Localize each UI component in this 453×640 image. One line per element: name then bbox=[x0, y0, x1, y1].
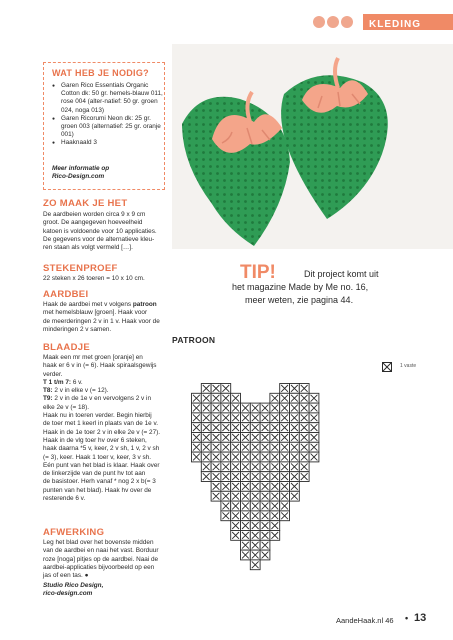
materials-more-info bbox=[52, 165, 162, 181]
aardbei-text bbox=[43, 301, 163, 334]
pattern-cell bbox=[270, 423, 280, 433]
pattern-cell bbox=[280, 462, 290, 472]
materials-item: ● Garen Ricorumi Neon dk: 25 gr. groen 003 (alternatief: 25 gr. oranje 001) bbox=[52, 115, 167, 140]
pattern-cell bbox=[260, 452, 270, 462]
text-line: Maak een mr met groen [oranje] en bbox=[43, 354, 143, 361]
pattern-cell bbox=[231, 433, 241, 443]
pattern-cell bbox=[270, 482, 280, 492]
header-dot bbox=[313, 16, 325, 28]
pattern-cell bbox=[260, 491, 270, 501]
text-line: verder. bbox=[43, 370, 63, 378]
pattern-cell bbox=[270, 491, 280, 501]
pattern-cell bbox=[221, 433, 231, 443]
text-line: resterende 6 v. bbox=[43, 495, 86, 503]
pattern-cell bbox=[260, 540, 270, 550]
pattern-cell bbox=[192, 433, 202, 443]
pattern-cell bbox=[221, 482, 231, 492]
pattern-cell bbox=[241, 452, 251, 462]
pattern-cell bbox=[192, 413, 202, 423]
pattern-cell bbox=[250, 501, 260, 511]
tip-line: meer weten, zie pagina 44. bbox=[245, 295, 354, 305]
pattern-cell bbox=[260, 462, 270, 472]
pattern-cell bbox=[260, 423, 270, 433]
afwerking-text bbox=[43, 539, 163, 580]
text-line: punten van het blad). Haak hv over de bbox=[43, 486, 152, 494]
pattern-cell bbox=[192, 423, 202, 433]
pattern-cell bbox=[250, 433, 260, 443]
tip-label: TIP! bbox=[240, 262, 276, 283]
pattern-cell bbox=[211, 413, 221, 423]
text-line: met hemelsblauw [groen]. Haak voor bbox=[43, 309, 148, 317]
pattern-cell bbox=[270, 393, 280, 403]
text-line: (= 3), keer. Haak 1 toer v, keer, 3 v sh. bbox=[43, 453, 152, 461]
pattern-cell bbox=[270, 521, 280, 531]
pattern-cell bbox=[241, 531, 251, 541]
pattern-cell bbox=[290, 452, 300, 462]
pattern-cell bbox=[280, 393, 290, 403]
pattern-cell bbox=[241, 491, 251, 501]
text-line: roze [noga] pitjes op de aardbei. Naai de bbox=[43, 555, 159, 563]
pattern-cell bbox=[290, 462, 300, 472]
pattern-cell bbox=[270, 472, 280, 482]
pattern-cell bbox=[211, 491, 221, 501]
pattern-cell bbox=[201, 433, 211, 443]
pattern-cell bbox=[299, 442, 309, 452]
pattern-cell bbox=[241, 521, 251, 531]
pattern-cell bbox=[290, 403, 300, 413]
pattern-cell bbox=[280, 501, 290, 511]
text-line: aardbei-applicaties bijvoorbeeld op een bbox=[43, 563, 155, 571]
pattern-cell bbox=[241, 413, 251, 423]
pattern-cell bbox=[250, 423, 260, 433]
signature bbox=[43, 582, 163, 599]
text-line: ren staan als volgt vermeld […]. bbox=[43, 244, 133, 252]
pattern-cell bbox=[250, 560, 260, 570]
pattern-cell bbox=[260, 550, 270, 560]
pattern-cell bbox=[221, 501, 231, 511]
pattern-cell bbox=[299, 462, 309, 472]
pattern-cell bbox=[290, 393, 300, 403]
pattern-cell bbox=[270, 403, 280, 413]
text-line: jas of een tas. ● bbox=[43, 572, 89, 580]
text-line: de basistoer. Herh vanaf * nog 2 x b(= 3 bbox=[43, 478, 156, 486]
pattern-cell bbox=[201, 384, 211, 394]
text-line: Eén punt van het blad is klaar. Haak over bbox=[43, 461, 160, 469]
pattern-cell bbox=[280, 491, 290, 501]
pattern-cell bbox=[221, 384, 231, 394]
pattern-cell bbox=[241, 511, 251, 521]
pattern-cell bbox=[280, 511, 290, 521]
pattern-cell bbox=[260, 403, 270, 413]
pattern-cell bbox=[221, 511, 231, 521]
pattern-cell bbox=[221, 442, 231, 452]
pattern-cell bbox=[309, 452, 319, 462]
pattern-cell bbox=[201, 472, 211, 482]
pattern-cell bbox=[260, 442, 270, 452]
tip-line: het magazine Made by Me no. 16, bbox=[232, 282, 369, 292]
pattern-cell bbox=[231, 442, 241, 452]
pattern-cell bbox=[221, 393, 231, 403]
pattern-cell bbox=[280, 433, 290, 443]
pattern-cell bbox=[270, 501, 280, 511]
pattern-cell bbox=[231, 482, 241, 492]
text-line: groot. De aangegeven hoeveelheid bbox=[43, 219, 143, 227]
text-line: haak er 6 v in (= 6). Haak spiraalsgewijs bbox=[43, 362, 157, 370]
pattern-cell bbox=[299, 393, 309, 403]
text-line: Leg het blad over het bovenste midden bbox=[43, 539, 154, 546]
pattern-cell bbox=[299, 384, 309, 394]
pattern-cell bbox=[299, 433, 309, 443]
pattern-cell bbox=[250, 531, 260, 541]
pattern-cell bbox=[290, 384, 300, 394]
text-line: minderingen 2 v samen. bbox=[43, 325, 112, 333]
materials-item: ● Garen Rico Essentials Organic Cotton dk: 50 gr. hemels-blauw 011, rose 004 (alter-natief: 50 gr. groen 024, noga 013) bbox=[52, 82, 167, 115]
pattern-cell bbox=[241, 550, 251, 560]
pattern-cell bbox=[201, 462, 211, 472]
pattern-cell bbox=[309, 403, 319, 413]
text-line bbox=[43, 301, 163, 309]
text-line: de toer met 1 keerl in plaats van de 1e v. bbox=[43, 420, 158, 428]
text-line: T9: 2 v in de 1e v en vervolgens 2 v in bbox=[43, 395, 151, 403]
pattern-cell bbox=[309, 393, 319, 403]
pattern-cell bbox=[270, 511, 280, 521]
pattern-cell bbox=[201, 393, 211, 403]
zo-maak-title: ZO MAAK JE HET bbox=[43, 198, 128, 209]
pattern-cell bbox=[192, 403, 202, 413]
pattern-cell bbox=[231, 521, 241, 531]
text-line: De gegevens voor de alternatieve kleu- bbox=[43, 235, 155, 243]
pattern-cell bbox=[192, 442, 202, 452]
pattern-cell bbox=[231, 423, 241, 433]
text-line: Haak nu in toeren verder. Begin hierbij bbox=[43, 412, 152, 420]
pattern-cell bbox=[260, 531, 270, 541]
text-line: de linkerzijde van de punt hv tot aan bbox=[43, 470, 146, 478]
pattern-cell bbox=[270, 452, 280, 462]
pattern-cell bbox=[221, 462, 231, 472]
pattern-cell bbox=[270, 442, 280, 452]
text-line: Haak in de vlg toer hv over 6 steken, bbox=[43, 436, 147, 444]
pattern-cell bbox=[231, 531, 241, 541]
footer-site: AandeHaak.nl 46 bbox=[336, 616, 394, 625]
text-line: katoen is voldoende voor 10 applicaties. bbox=[43, 227, 157, 235]
pattern-cell bbox=[299, 413, 309, 423]
strawberry-left bbox=[182, 92, 290, 246]
pattern-cell bbox=[231, 452, 241, 462]
strawberry-illustration bbox=[172, 44, 453, 249]
more-line: Meer informatie op bbox=[52, 165, 110, 172]
pattern-cell bbox=[250, 403, 260, 413]
pattern-chart bbox=[191, 383, 421, 577]
pattern-cell bbox=[270, 413, 280, 423]
text-line: de meerderingen 2 v in 1 v. Haak voor de bbox=[43, 317, 160, 325]
pattern-cell bbox=[260, 433, 270, 443]
patroon-emphasis: patroon bbox=[132, 301, 157, 308]
pattern-cell bbox=[231, 393, 241, 403]
aardbei-title: AARDBEI bbox=[43, 289, 89, 300]
pattern-cell bbox=[309, 413, 319, 423]
pattern-cell bbox=[241, 423, 251, 433]
pattern-cell bbox=[260, 501, 270, 511]
pattern-cell bbox=[231, 413, 241, 423]
pattern-cell bbox=[201, 403, 211, 413]
pattern-cell bbox=[211, 423, 221, 433]
legend-label: 1 vaste bbox=[400, 363, 417, 369]
pattern-cell bbox=[241, 540, 251, 550]
aardbei-line-1: Haak de aardbei met v volgens bbox=[43, 301, 133, 308]
header-dot bbox=[327, 16, 339, 28]
pattern-cell bbox=[250, 462, 260, 472]
pattern-cell bbox=[270, 531, 280, 541]
text-line: elke 2e v (= 18). bbox=[43, 403, 90, 411]
pattern-cell bbox=[250, 442, 260, 452]
pattern-cell bbox=[270, 433, 280, 443]
pattern-cell bbox=[221, 413, 231, 423]
pattern-cell bbox=[290, 433, 300, 443]
pattern-cell bbox=[250, 521, 260, 531]
pattern-cell bbox=[260, 472, 270, 482]
pattern-cell bbox=[192, 452, 202, 462]
stekenproef-title: STEKENPROEF bbox=[43, 263, 118, 274]
materials-list bbox=[52, 82, 167, 148]
pattern-cell bbox=[260, 413, 270, 423]
pattern-cell bbox=[270, 462, 280, 472]
pattern-cell bbox=[231, 511, 241, 521]
text-line: Haak in de 1e toer 2 v in elke 2e v (= 27). bbox=[43, 428, 161, 436]
pattern-cell bbox=[231, 462, 241, 472]
pattern-cell bbox=[309, 423, 319, 433]
pattern-cell bbox=[299, 403, 309, 413]
pattern-cell bbox=[250, 550, 260, 560]
pattern-cell bbox=[211, 482, 221, 492]
pattern-cell bbox=[260, 482, 270, 492]
strawberry-right bbox=[281, 58, 388, 219]
pattern-cell bbox=[231, 491, 241, 501]
pattern-cell bbox=[280, 452, 290, 462]
header-circles bbox=[313, 16, 353, 28]
blaadje-title: BLAADJE bbox=[43, 342, 90, 353]
pattern-cell bbox=[241, 433, 251, 443]
legend-cross-icon bbox=[382, 362, 392, 372]
pattern-cell bbox=[250, 413, 260, 423]
pattern-cell bbox=[290, 423, 300, 433]
pattern-cell bbox=[221, 452, 231, 462]
pattern-cell bbox=[211, 442, 221, 452]
pattern-cell bbox=[250, 491, 260, 501]
text-line: haak daarna *5 v, keer, 2 v sh, 1 v, 2 v sh bbox=[43, 445, 160, 453]
pattern-cell bbox=[241, 462, 251, 472]
strawberry-photo bbox=[172, 44, 453, 249]
pattern-cell bbox=[241, 472, 251, 482]
pattern-title: PATROON bbox=[172, 335, 216, 345]
pattern-cell bbox=[211, 403, 221, 413]
pattern-cell bbox=[211, 393, 221, 403]
page-number: 13 bbox=[414, 612, 427, 624]
materials-title: WAT HEB JE NODIG? bbox=[52, 68, 149, 78]
pattern-cell bbox=[260, 511, 270, 521]
pattern-cell bbox=[211, 472, 221, 482]
section-label: KLEDING bbox=[363, 14, 453, 30]
pattern-cell bbox=[250, 472, 260, 482]
pattern-cell bbox=[299, 472, 309, 482]
pattern-cell bbox=[280, 413, 290, 423]
pattern-cell bbox=[280, 442, 290, 452]
pattern-cell bbox=[299, 452, 309, 462]
pattern-cell bbox=[280, 384, 290, 394]
pattern-cell bbox=[241, 482, 251, 492]
pattern-cell bbox=[280, 423, 290, 433]
pattern-cell bbox=[201, 452, 211, 462]
pattern-cell bbox=[241, 403, 251, 413]
pattern-cell bbox=[221, 403, 231, 413]
pattern-cell bbox=[201, 413, 211, 423]
text-line: van de aardbei en naai het vast. Borduur bbox=[43, 547, 159, 555]
pattern-cell bbox=[280, 472, 290, 482]
pattern-cell bbox=[211, 462, 221, 472]
signature-line: Studio Rico Design, bbox=[43, 582, 104, 589]
pattern-cell bbox=[241, 501, 251, 511]
pattern-cell bbox=[309, 433, 319, 443]
pattern-cell bbox=[231, 472, 241, 482]
pattern-cell bbox=[280, 482, 290, 492]
pattern-cell bbox=[260, 521, 270, 531]
stekenproef-text: 22 steken x 26 toeren = 10 x 10 cm. bbox=[43, 275, 145, 282]
pattern-cell bbox=[241, 442, 251, 452]
pattern-cell bbox=[290, 482, 300, 492]
zo-maak-text bbox=[43, 211, 163, 252]
pattern-cell bbox=[211, 384, 221, 394]
pattern-cell bbox=[290, 413, 300, 423]
pattern-cell bbox=[280, 403, 290, 413]
pattern-cell bbox=[290, 442, 300, 452]
header-dot bbox=[341, 16, 353, 28]
footer-bullet: • bbox=[405, 613, 409, 623]
pattern-cell bbox=[290, 472, 300, 482]
pattern-cell bbox=[290, 491, 300, 501]
blaadje-text bbox=[43, 354, 163, 503]
pattern-cell bbox=[201, 423, 211, 433]
pattern-cell bbox=[250, 482, 260, 492]
pattern-cell bbox=[299, 423, 309, 433]
pattern-cell bbox=[309, 442, 319, 452]
text-line: T 1 t/m 7: 6 v. bbox=[43, 378, 83, 386]
text-line: T8: 2 v in elke v (= 12). bbox=[43, 387, 109, 395]
pattern-cell bbox=[221, 423, 231, 433]
pattern-cell bbox=[192, 393, 202, 403]
pattern-cell bbox=[211, 452, 221, 462]
pattern-cell bbox=[201, 442, 211, 452]
pattern-cell bbox=[250, 511, 260, 521]
pattern-cell bbox=[211, 433, 221, 443]
pattern-cell bbox=[221, 491, 231, 501]
pattern-cell bbox=[231, 501, 241, 511]
signature-line: rico-design.com bbox=[43, 590, 93, 598]
text-line: De aardbeien worden circa 9 x 9 cm bbox=[43, 211, 146, 218]
pattern-cell bbox=[250, 452, 260, 462]
pattern-cell bbox=[231, 403, 241, 413]
afwerking-title: AFWERKING bbox=[43, 527, 105, 538]
materials-item: ● Haaknaald 3 bbox=[52, 139, 167, 147]
pattern-cell bbox=[250, 540, 260, 550]
tip-line: Dit project komt uit bbox=[304, 269, 379, 279]
more-link: Rico-Design.com bbox=[52, 173, 105, 181]
pattern-cell bbox=[221, 472, 231, 482]
